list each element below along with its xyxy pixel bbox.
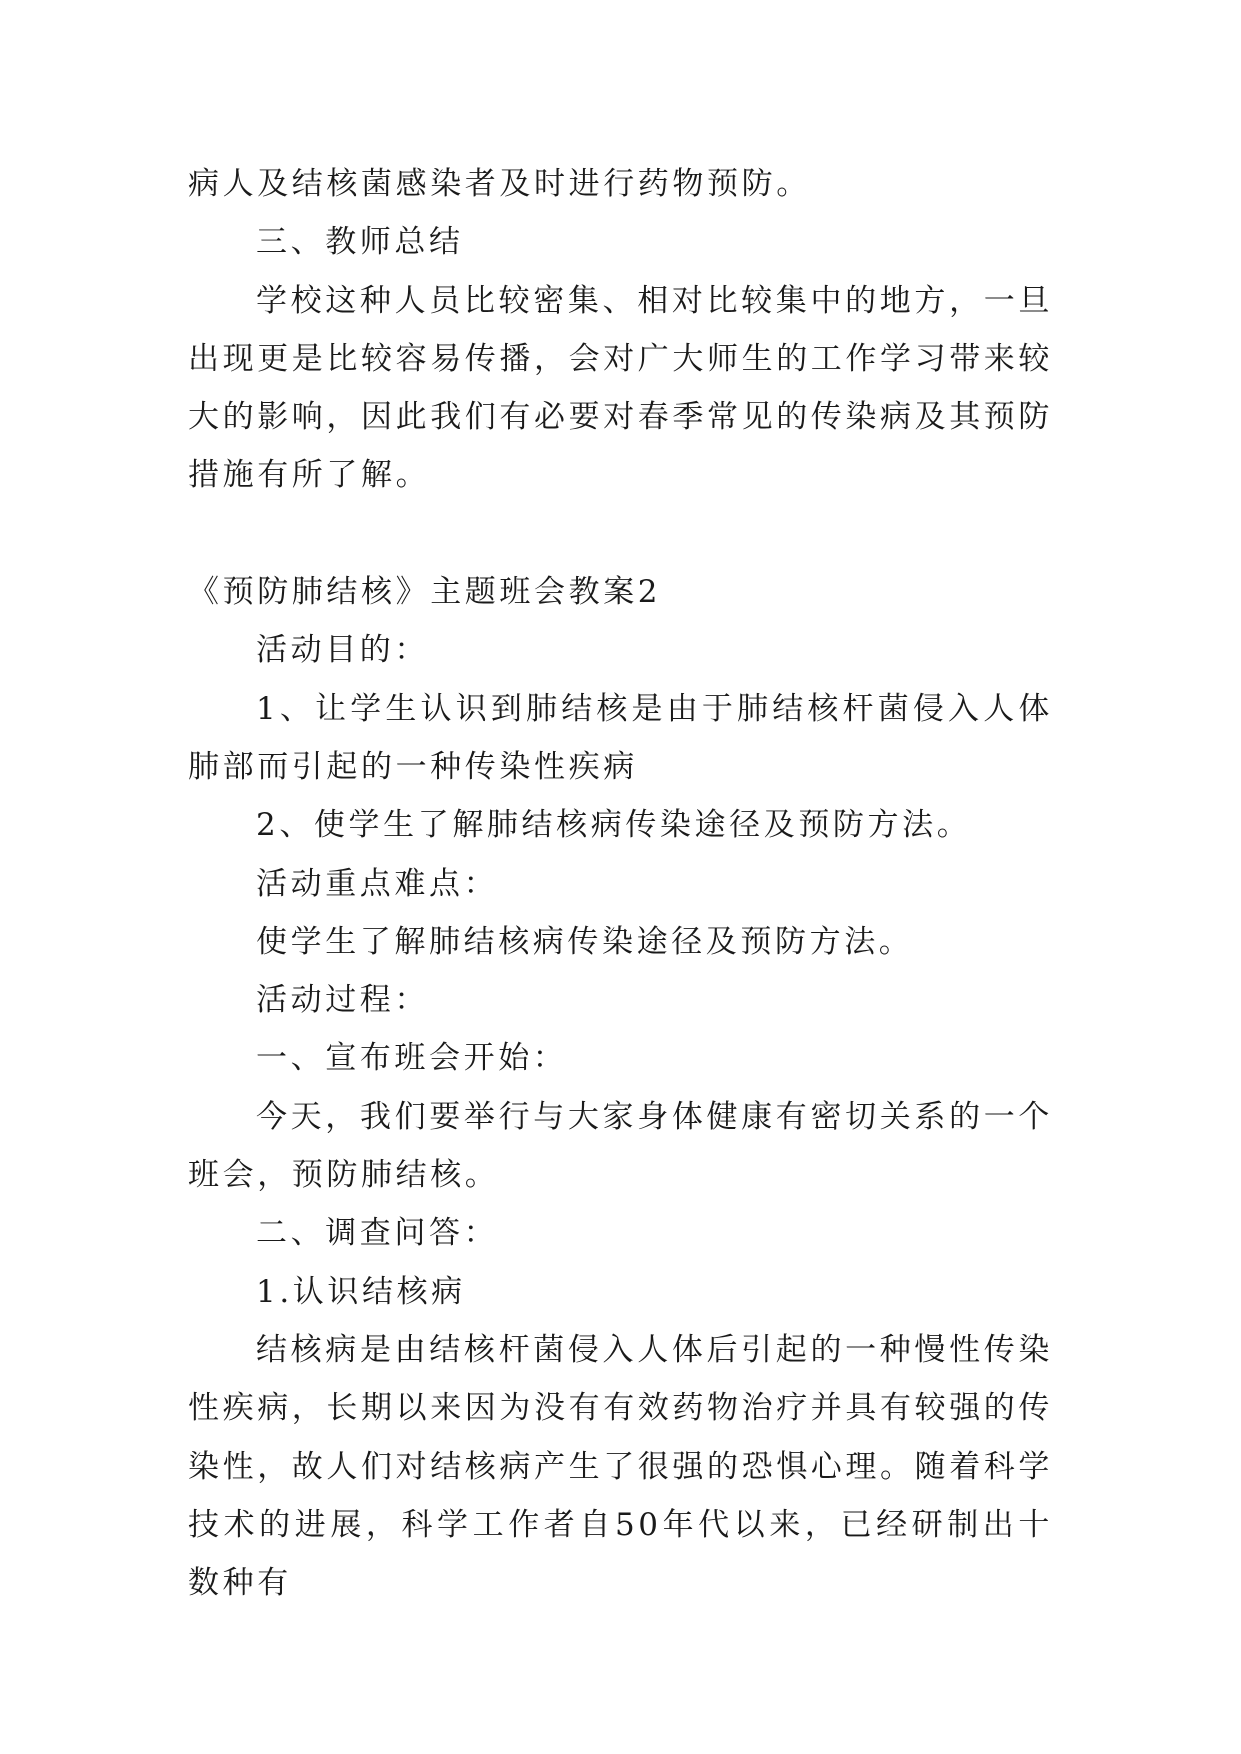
section-title: 《预防肺结核》主题班会教案2 — [188, 574, 662, 611]
paragraph-heading: 1.认识结核病 — [256, 1273, 466, 1310]
paragraph: 2、使学生了解肺结核病传染途径及预防方法。 — [256, 807, 972, 844]
spacer — [188, 505, 1053, 563]
paragraph-heading: 活动重点难点： — [256, 865, 499, 902]
paragraph-heading: 三、教师总结 — [256, 224, 464, 261]
paragraph: 结核病是由结核杆菌侵入人体后引起的一种慢性传染性疾病，长期以来因为没有有效药物治疗并具有较强的传染性，故人们对结核病产生了很强的恐惧心理。随着科学技术的进展，科学工作者自50年代以来，已经研制出十数种有 — [188, 1331, 1053, 1602]
paragraph-heading: 一、宣布班会开始： — [256, 1040, 568, 1077]
paragraph: 病人及结核菌感染者及时进行药物预防。 — [188, 166, 811, 202]
paragraph-heading: 活动目的： — [256, 632, 429, 669]
paragraph: 使学生了解肺结核病传染途径及预防方法。 — [256, 923, 914, 960]
document-body — [188, 155, 1053, 1612]
paragraph: 学校这种人员比较密集、相对比较集中的地方，一旦出现更是比较容易传播，会对广大师生的工作学习带来较大的影响，因此我们有必要对春季常见的传染病及其预防措施有所了解。 — [188, 282, 1053, 494]
paragraph-heading: 二、调查问答： — [256, 1215, 499, 1252]
paragraph: 今天，我们要举行与大家身体健康有密切关系的一个班会，预防肺结核。 — [188, 1098, 1053, 1194]
paragraph-heading: 活动过程： — [256, 982, 429, 1019]
paragraph: 1、让学生认识到肺结核是由于肺结核杆菌侵入人体肺部而引起的一种传染性疾病 — [188, 690, 1053, 785]
